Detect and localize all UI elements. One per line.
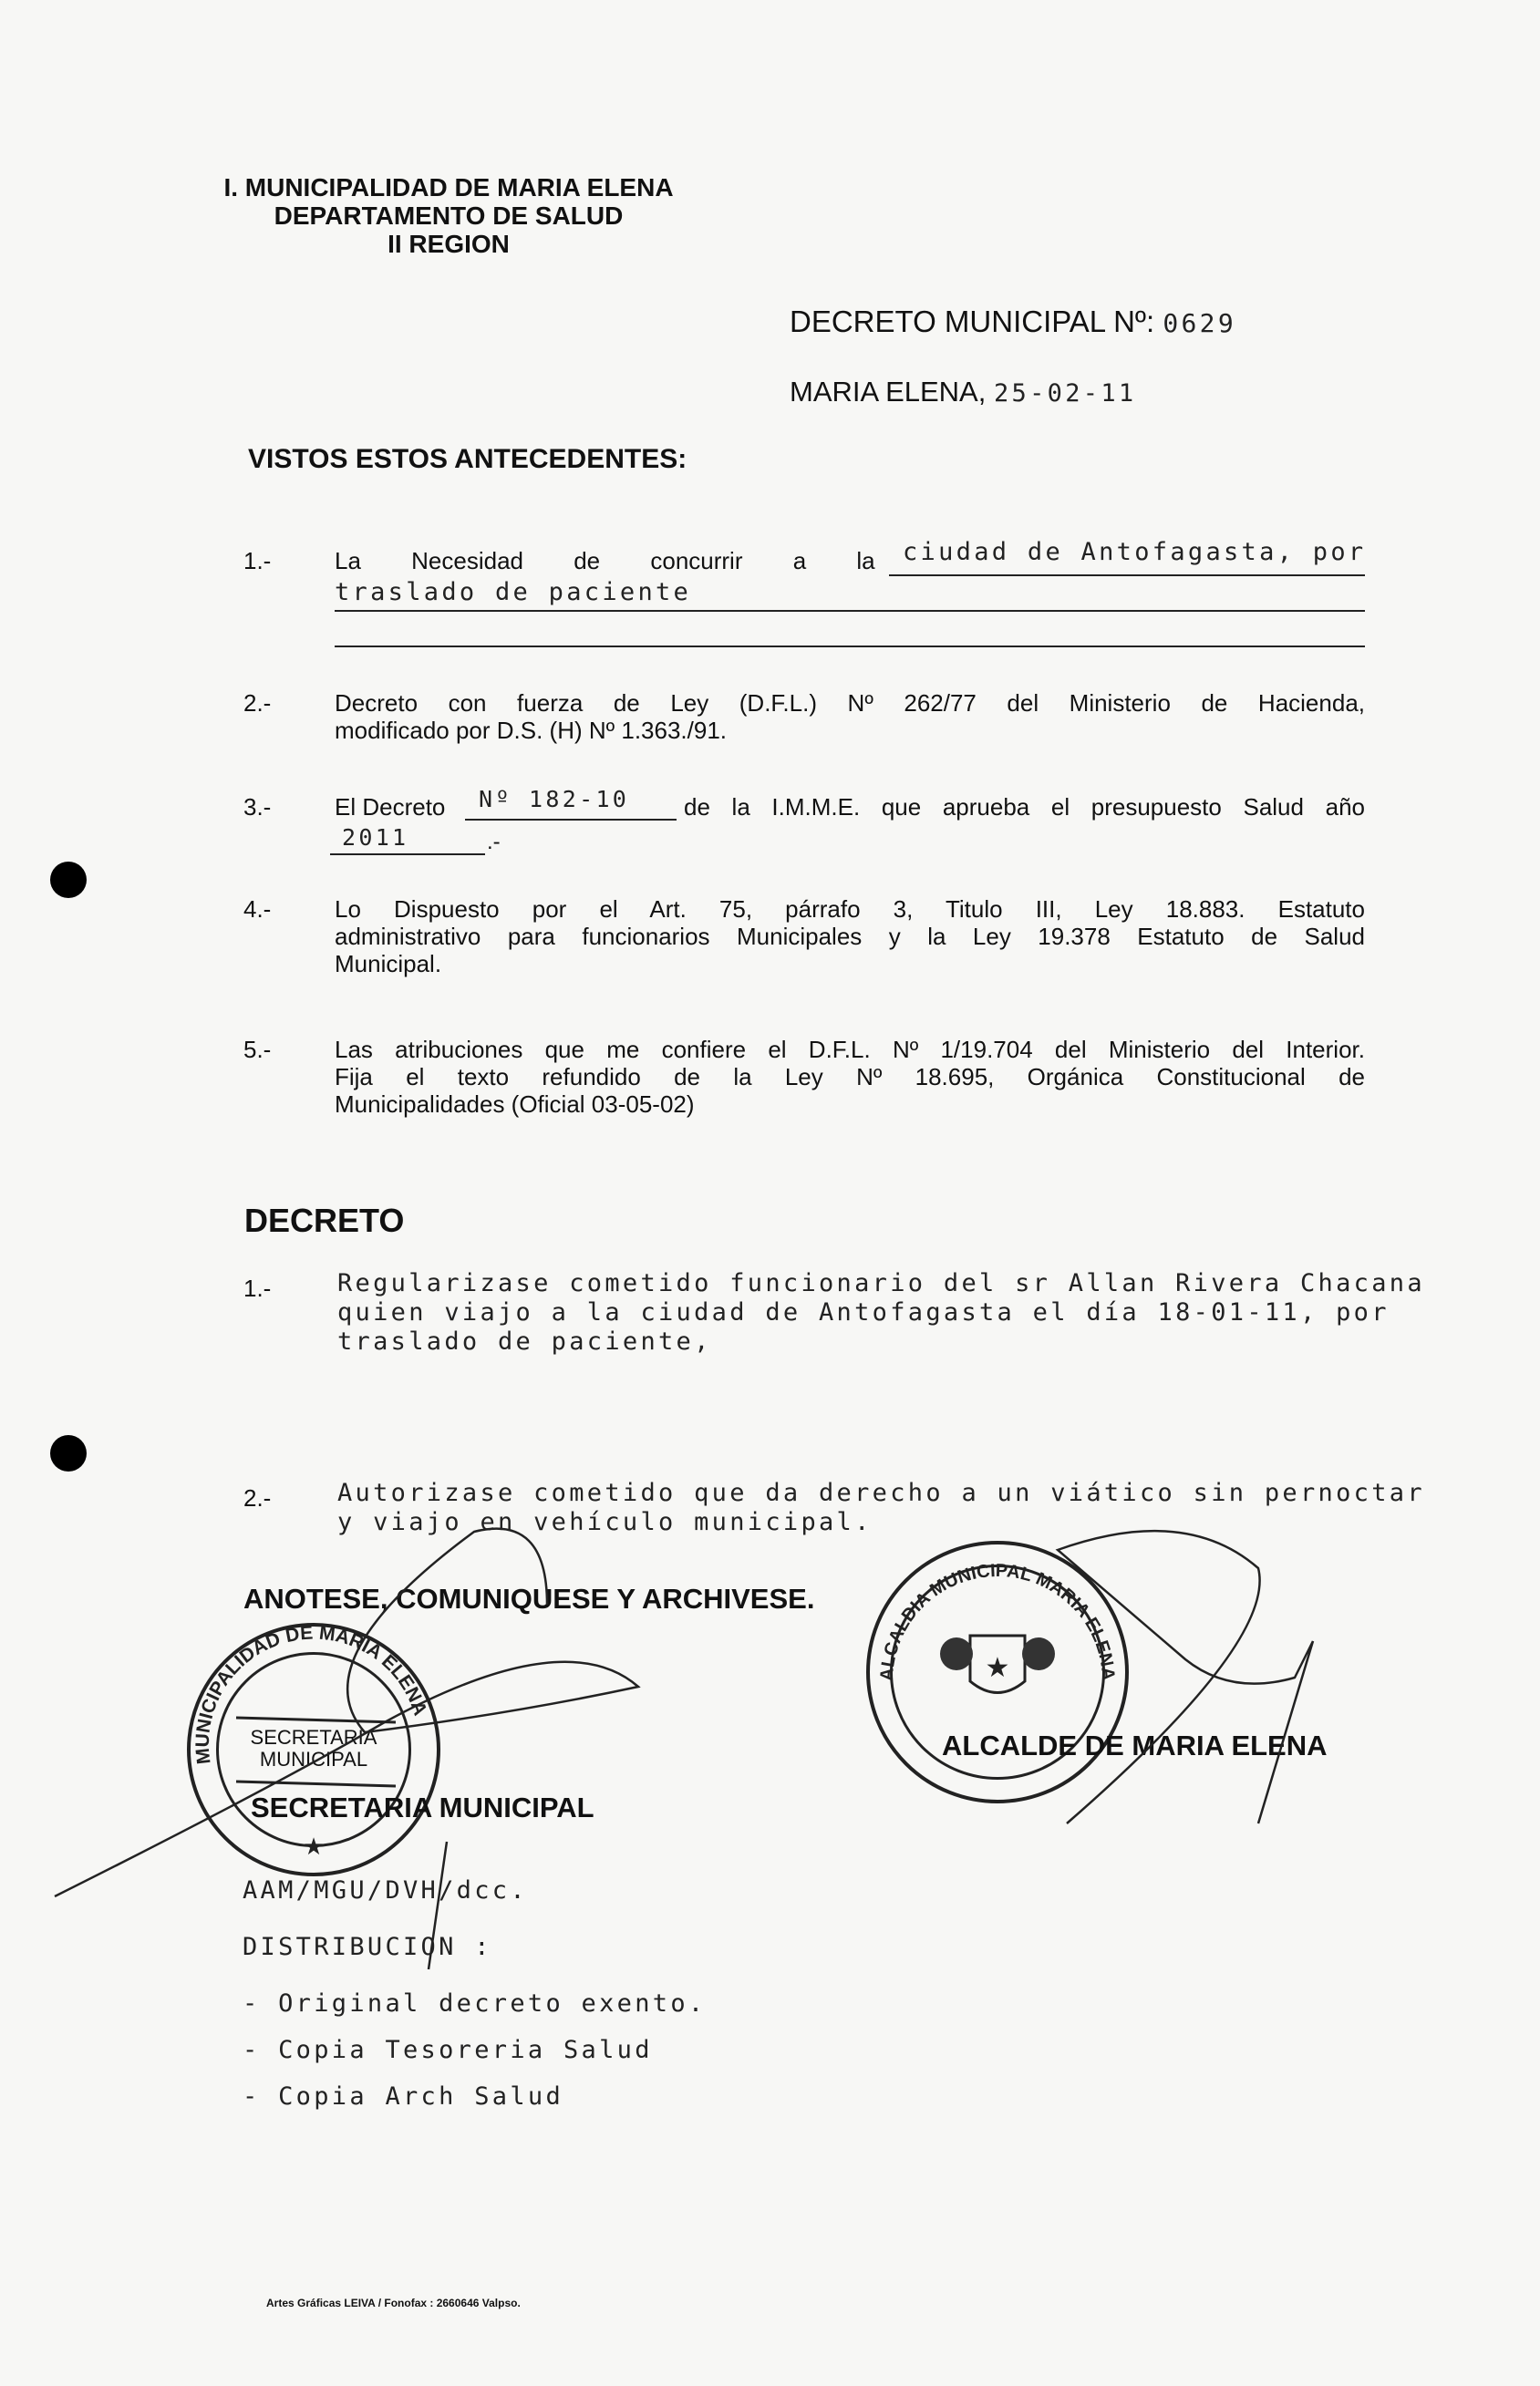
decreto-item-1-line3: traslado de paciente, (337, 1327, 712, 1356)
department-name: DEPARTAMENTO DE SALUD (274, 201, 624, 230)
item-number: 1.- (243, 1275, 272, 1302)
vistos-item-3-post: de la I.M.M.E. que aprueba el presupuesto Salud año (684, 793, 1365, 821)
stamp-center-text: SECRETARIA MUNICIPAL (250, 1726, 377, 1771)
vistos-item-3-pre: El Decreto (335, 793, 446, 821)
svg-text:★: ★ (303, 1833, 325, 1860)
item-number: 2.- (243, 1484, 272, 1512)
decreto-item-1-line2: quien viajo a la ciudad de Antofagasta el día 18-01-11, por (337, 1298, 1390, 1327)
vistos-item-2-line1: Decreto con fuerza de Ley (D.F.L.) Nº 262/77 del Ministerio de Hacienda, (335, 689, 1365, 717)
vistos-item-5-line2: Fija el texto refundido de la Ley Nº 18.695, Orgánica Constitucional de (335, 1063, 1365, 1090)
item-number: 1.- (243, 547, 272, 574)
vistos-item-5-line1: Las atribuciones que me confiere el D.F.L. Nº 1/19.704 del Ministerio del Interior. (335, 1036, 1365, 1063)
vistos-item-5-line3: Municipalidades (Oficial 03-05-02) (335, 1090, 695, 1118)
vistos-item-4-line1: Lo Dispuesto por el Art. 75, párrafo 3, Titulo III, Ley 18.883. Estatuto (335, 895, 1365, 923)
decree-number-label: DECRETO MUNICIPAL Nº: (790, 305, 1155, 338)
vistos-title: VISTOS ESTOS ANTECEDENTES: (248, 444, 687, 474)
printer-footer: Artes Gráficas LEIVA / Fonofax : 2660646 Valpso. (266, 2297, 521, 2309)
place: MARIA ELENA, (790, 376, 987, 408)
secretaria-signature-label: SECRETARIA MUNICIPAL (251, 1792, 594, 1823)
date: 25-02-11 (993, 379, 1137, 408)
vistos-item-3-fill: Nº 182-10 (479, 786, 630, 812)
svg-text:★: ★ (985, 1653, 1010, 1683)
svg-text:ALCALDIA MUNICIPAL MARIA ELENA: ALCALDIA MUNICIPAL MARIA ELENA (876, 1560, 1119, 1682)
item-number: 4.- (243, 895, 272, 923)
distribution-item: - Original decreto exento. (243, 1989, 707, 2018)
decreto-item-1-line1: Regularizase cometido funcionario del sr Allan Rivera Chacana (337, 1269, 1425, 1297)
item-number: 5.- (243, 1036, 272, 1063)
item-number: 2.- (243, 689, 272, 717)
decree-number: 0629 (1163, 308, 1236, 338)
closing-formula: ANOTESE, COMUNIQUESE Y ARCHIVESE. (243, 1583, 815, 1615)
distribution-title: DISTRIBUCION : (243, 1933, 492, 1961)
vistos-item-1-fill: ciudad de Antofagasta, por (903, 538, 1367, 566)
vistos-item-1-fill2: traslado de paciente (335, 578, 692, 606)
distribution-item: - Copia Tesoreria Salud (243, 2036, 653, 2064)
vistos-item-4-line3: Municipal. (335, 950, 442, 977)
item-number: 3.- (243, 793, 272, 821)
vistos-item-2-line2: modificado por D.S. (H) Nº 1.363./91. (335, 717, 728, 744)
decreto-item-2-line1: Autorizase cometido que da derecho a un viático sin pernoctar (337, 1479, 1425, 1507)
vistos-item-3-year: 2011 (342, 824, 409, 851)
municipality-name: I. MUNICIPALIDAD DE MARIA ELENA (223, 173, 674, 201)
vistos-item-4-line2: administrativo para funcionarios Municipales y la Ley 19.378 Estatuto de Salud (335, 923, 1365, 950)
alcalde-signature-label: ALCALDE DE MARIA ELENA (942, 1730, 1328, 1761)
distribution-list (243, 1980, 706, 2120)
punctuation: .- (487, 830, 501, 854)
region-name: II REGION (388, 230, 510, 258)
vistos-item-1-lead: La Necesidad de concurrir a la (335, 547, 875, 574)
decreto-item-2-line2: y viajo en vehículo municipal. (337, 1508, 873, 1536)
svg-text:MUNICIPALIDAD DE MARIA ELENA: MUNICIPALIDAD DE MARIA ELENA (191, 1627, 431, 1766)
initials: AAM/MGU/DVH/dcc. (243, 1876, 528, 1905)
distribution-item: - Copia Arch Salud (243, 2082, 563, 2111)
decreto-title: DECRETO (244, 1202, 405, 1239)
